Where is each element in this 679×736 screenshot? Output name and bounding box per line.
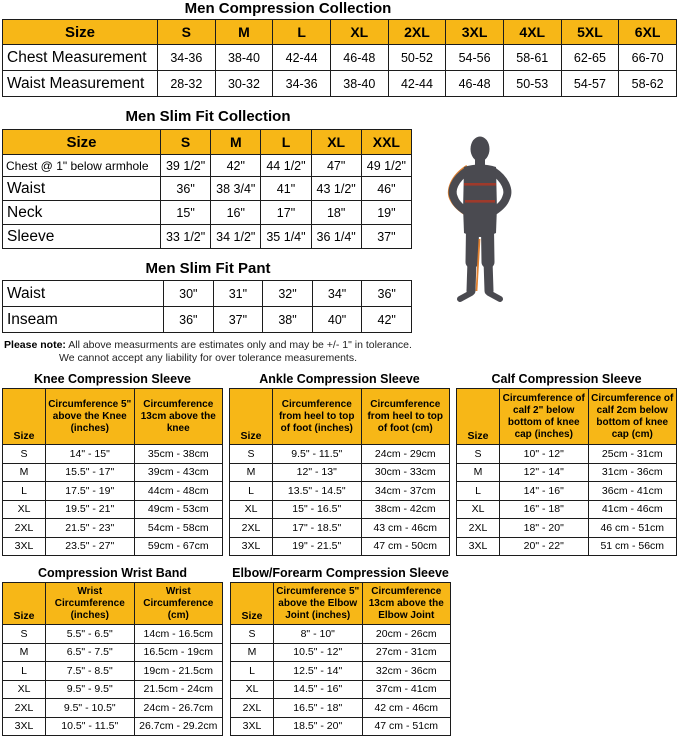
table-row xyxy=(3,281,412,307)
value-cell: 42 cm - 46cm xyxy=(362,699,451,718)
header-row xyxy=(3,130,412,155)
waist-measure-line xyxy=(465,200,495,203)
value-cell: 24cm - 26.7cm xyxy=(134,699,223,718)
table-row xyxy=(3,225,412,249)
column-header: Circumference from heel to top of foot (inches) xyxy=(273,389,362,445)
table-row xyxy=(457,537,677,556)
knee-sleeve-title: Knee Compression Sleeve xyxy=(33,372,191,386)
value-cell: 38" xyxy=(263,307,313,333)
table-row xyxy=(3,45,677,71)
ankle-sleeve-section xyxy=(229,372,450,556)
value-cell: 20cm - 26cm xyxy=(362,625,451,644)
column-header: Size xyxy=(3,389,46,445)
table-row xyxy=(231,699,451,718)
column-header: Wrist Circumference (cm) xyxy=(134,583,223,625)
row-label: L xyxy=(3,482,46,501)
value-cell: 34" xyxy=(312,281,362,307)
row-label: XL xyxy=(230,500,273,519)
value-cell: 10.5" - 11.5" xyxy=(46,717,135,736)
value-cell: 19" xyxy=(361,201,411,225)
value-cell: 32" xyxy=(263,281,313,307)
value-cell: 24cm - 29cm xyxy=(361,445,450,464)
table-row xyxy=(230,500,450,519)
column-header: Circumference 13cm above the Elbow Joint xyxy=(362,583,451,625)
tolerance-note-line1 xyxy=(2,339,414,352)
row-label: S xyxy=(457,445,500,464)
calf-sleeve-section xyxy=(456,372,677,556)
table-row xyxy=(231,717,451,736)
value-cell: 13.5" - 14.5" xyxy=(273,482,362,501)
value-cell: 35 1/4" xyxy=(261,225,311,249)
row-label: L xyxy=(3,662,46,681)
value-cell: 38-40 xyxy=(330,71,388,97)
table-row xyxy=(3,625,223,644)
table-row xyxy=(3,155,412,177)
section-title-slim-fit-pant: Men Slim Fit Pant xyxy=(145,260,271,277)
table-row xyxy=(230,537,450,556)
table-row xyxy=(231,662,451,681)
table-row xyxy=(3,463,223,482)
ankle-sleeve-title: Ankle Compression Sleeve xyxy=(259,372,420,386)
value-cell: 36" xyxy=(164,307,214,333)
column-header: 5XL xyxy=(561,20,619,45)
elbow-sleeve-title: Elbow/Forearm Compression Sleeve xyxy=(232,566,449,580)
wrist-band-table xyxy=(2,582,223,736)
header-row xyxy=(231,583,451,625)
table-row xyxy=(457,500,677,519)
table-row xyxy=(3,177,412,201)
row-label: M xyxy=(231,643,274,662)
value-cell: 49 1/2" xyxy=(361,155,411,177)
column-header: Size xyxy=(230,389,273,445)
header-row xyxy=(230,389,450,445)
value-cell: 66-70 xyxy=(619,45,677,71)
value-cell: 43 1/2" xyxy=(311,177,361,201)
tolerance-note-bold: Please note: xyxy=(4,339,66,351)
men-slim-fit-pant-table xyxy=(2,280,412,333)
value-cell: 38 3/4" xyxy=(211,177,261,201)
value-cell: 47" xyxy=(311,155,361,177)
value-cell: 14" - 15" xyxy=(46,445,135,464)
table-row xyxy=(3,71,677,97)
sleeve-tables-row-2 xyxy=(2,566,677,736)
knee-sleeve-table xyxy=(2,388,223,556)
value-cell: 49cm - 53cm xyxy=(134,500,223,519)
slim-fit-column xyxy=(2,109,414,365)
value-cell: 43 cm - 46cm xyxy=(361,519,450,538)
table-row xyxy=(3,537,223,556)
column-header: Size xyxy=(3,130,161,155)
column-header: Wrist Circumference (inches) xyxy=(46,583,135,625)
value-cell: 46-48 xyxy=(446,71,504,97)
value-cell: 14cm - 16.5cm xyxy=(134,625,223,644)
tolerance-note-text: All above measurments are estimates only and may be +/- 1" in tolerance. xyxy=(65,339,412,351)
column-header: L xyxy=(273,20,331,45)
value-cell: 25cm - 31cm xyxy=(588,445,677,464)
column-header: S xyxy=(158,20,216,45)
value-cell: 50-53 xyxy=(503,71,561,97)
value-cell: 62-65 xyxy=(561,45,619,71)
row-label: M xyxy=(3,463,46,482)
value-cell: 15" - 16.5" xyxy=(273,500,362,519)
table-row xyxy=(3,680,223,699)
value-cell: 58-62 xyxy=(619,71,677,97)
value-cell: 9.5" - 11.5" xyxy=(273,445,362,464)
knee-sleeve-section xyxy=(2,372,223,556)
row-label: 2XL xyxy=(3,519,46,538)
column-header: XL xyxy=(330,20,388,45)
value-cell: 36" xyxy=(161,177,211,201)
value-cell: 47 cm - 51cm xyxy=(362,717,451,736)
value-cell: 19.5" - 21" xyxy=(46,500,135,519)
value-cell: 6.5" - 7.5" xyxy=(46,643,135,662)
table-row xyxy=(231,680,451,699)
column-header: Size xyxy=(457,389,500,445)
row-label: XL xyxy=(3,680,46,699)
table-row xyxy=(3,445,223,464)
value-cell: 47 cm - 50cm xyxy=(361,537,450,556)
figure-left-foot xyxy=(460,293,471,299)
value-cell: 42" xyxy=(362,307,412,333)
value-cell: 8" - 10" xyxy=(274,625,363,644)
value-cell: 18.5" - 20" xyxy=(274,717,363,736)
value-cell: 7.5" - 8.5" xyxy=(46,662,135,681)
row-label: Waist xyxy=(3,177,161,201)
value-cell: 18" xyxy=(311,201,361,225)
figure-right-foot xyxy=(489,293,500,299)
row-label: 3XL xyxy=(3,717,46,736)
row-label: Waist xyxy=(3,281,164,307)
elbow-sleeve-table xyxy=(230,582,451,736)
value-cell: 19" - 21.5" xyxy=(273,537,362,556)
column-header: 2XL xyxy=(388,20,446,45)
value-cell: 42-44 xyxy=(273,45,331,71)
value-cell: 36cm - 41cm xyxy=(588,482,677,501)
table-row xyxy=(3,307,412,333)
value-cell: 54-57 xyxy=(561,71,619,97)
value-cell: 23.5" - 27" xyxy=(46,537,135,556)
row-label: 2XL xyxy=(231,699,274,718)
value-cell: 42" xyxy=(211,155,261,177)
tolerance-note-line2: We cannot accept any liability for over tolerance measurements. xyxy=(58,352,358,364)
value-cell: 9.5" - 9.5" xyxy=(46,680,135,699)
value-cell: 16" - 18" xyxy=(500,500,589,519)
row-label: L xyxy=(230,482,273,501)
value-cell: 20" - 22" xyxy=(500,537,589,556)
column-header: XXL xyxy=(361,130,411,155)
table-row xyxy=(457,463,677,482)
value-cell: 26.7cm - 29.2cm xyxy=(134,717,223,736)
value-cell: 17.5" - 19" xyxy=(46,482,135,501)
row-label: 2XL xyxy=(3,699,46,718)
value-cell: 37" xyxy=(213,307,263,333)
table-row xyxy=(3,482,223,501)
table-row xyxy=(3,662,223,681)
row-label: M xyxy=(230,463,273,482)
value-cell: 50-52 xyxy=(388,45,446,71)
row-label: XL xyxy=(457,500,500,519)
value-cell: 16" xyxy=(211,201,261,225)
value-cell: 38-40 xyxy=(215,45,273,71)
value-cell: 14.5" - 16" xyxy=(274,680,363,699)
value-cell: 36" xyxy=(362,281,412,307)
calf-sleeve-table xyxy=(456,388,677,556)
table-row xyxy=(230,463,450,482)
value-cell: 41cm - 46cm xyxy=(588,500,677,519)
row-label: S xyxy=(230,445,273,464)
table-row xyxy=(3,717,223,736)
column-header: XL xyxy=(311,130,361,155)
row-label: Sleeve xyxy=(3,225,161,249)
men-compression-collection-table xyxy=(2,19,677,97)
row-label: M xyxy=(3,643,46,662)
column-header: 3XL xyxy=(446,20,504,45)
column-header: Circumference of calf 2" below bottom of knee cap (inches) xyxy=(500,389,589,445)
value-cell: 32cm - 36cm xyxy=(362,662,451,681)
table-row xyxy=(457,519,677,538)
column-header: Circumference 5" above the Elbow Joint (inches) xyxy=(274,583,363,625)
value-cell: 33 1/2" xyxy=(161,225,211,249)
value-cell: 41" xyxy=(261,177,311,201)
value-cell: 21.5" - 23" xyxy=(46,519,135,538)
sleeve-tables-row-1 xyxy=(2,372,677,556)
value-cell: 30cm - 33cm xyxy=(361,463,450,482)
value-cell: 17" - 18.5" xyxy=(273,519,362,538)
value-cell: 10.5" - 12" xyxy=(274,643,363,662)
row-label: M xyxy=(457,463,500,482)
row-label: L xyxy=(457,482,500,501)
header-row xyxy=(3,583,223,625)
value-cell: 17" xyxy=(261,201,311,225)
value-cell: 42-44 xyxy=(388,71,446,97)
header-row xyxy=(457,389,677,445)
figure-left-calf xyxy=(471,260,472,291)
wrist-band-title: Compression Wrist Band xyxy=(37,566,188,580)
value-cell: 39 1/2" xyxy=(161,155,211,177)
value-cell: 31cm - 36cm xyxy=(588,463,677,482)
value-cell: 54-56 xyxy=(446,45,504,71)
value-cell: 31" xyxy=(213,281,263,307)
table-row xyxy=(457,445,677,464)
value-cell: 39cm - 43cm xyxy=(134,463,223,482)
male-silhouette-figure xyxy=(444,134,516,306)
value-cell: 10" - 12" xyxy=(500,445,589,464)
value-cell: 38cm - 42cm xyxy=(361,500,450,519)
value-cell: 46-48 xyxy=(330,45,388,71)
value-cell: 16.5" - 18" xyxy=(274,699,363,718)
value-cell: 34-36 xyxy=(273,71,331,97)
value-cell: 30-32 xyxy=(215,71,273,97)
column-header: Size xyxy=(3,20,158,45)
value-cell: 59cm - 67cm xyxy=(134,537,223,556)
table-row xyxy=(3,519,223,538)
column-header: 6XL xyxy=(619,20,677,45)
value-cell: 30" xyxy=(164,281,214,307)
table-row xyxy=(231,643,451,662)
value-cell: 28-32 xyxy=(158,71,216,97)
table-row xyxy=(3,500,223,519)
value-cell: 58-61 xyxy=(503,45,561,71)
value-cell: 19cm - 21.5cm xyxy=(134,662,223,681)
value-cell: 40" xyxy=(312,307,362,333)
row-label: Chest Measurement xyxy=(3,45,158,71)
table-row xyxy=(230,445,450,464)
value-cell: 12" - 14" xyxy=(500,463,589,482)
column-header: 4XL xyxy=(503,20,561,45)
table-row xyxy=(230,519,450,538)
row-label: 3XL xyxy=(230,537,273,556)
row-label: 3XL xyxy=(457,537,500,556)
row-label: 2XL xyxy=(457,519,500,538)
value-cell: 15.5" - 17" xyxy=(46,463,135,482)
table-row xyxy=(230,482,450,501)
section-title-compression-collection: Men Compression Collection xyxy=(184,0,392,17)
column-header: Circumference 5" above the Knee (inches) xyxy=(46,389,135,445)
column-header: S xyxy=(161,130,211,155)
column-header: Size xyxy=(231,583,274,625)
table-row xyxy=(231,625,451,644)
value-cell: 46 cm - 51cm xyxy=(588,519,677,538)
row-label: 2XL xyxy=(230,519,273,538)
value-cell: 12" - 13" xyxy=(273,463,362,482)
elbow-sleeve-section xyxy=(230,566,451,736)
column-header: Size xyxy=(3,583,46,625)
header-row xyxy=(3,389,223,445)
value-cell: 12.5" - 14" xyxy=(274,662,363,681)
value-cell: 14" - 16" xyxy=(500,482,589,501)
value-cell: 21.5cm - 24cm xyxy=(134,680,223,699)
row-label: 3XL xyxy=(3,537,46,556)
value-cell: 35cm - 38cm xyxy=(134,445,223,464)
table-row xyxy=(3,643,223,662)
value-cell: 34 1/2" xyxy=(211,225,261,249)
chest-measure-line xyxy=(464,183,496,186)
table-row xyxy=(3,201,412,225)
value-cell: 36 1/4" xyxy=(311,225,361,249)
value-cell: 9.5" - 10.5" xyxy=(46,699,135,718)
column-header: Circumference from heel to top of foot (cm) xyxy=(361,389,450,445)
value-cell: 44 1/2" xyxy=(261,155,311,177)
column-header: L xyxy=(261,130,311,155)
ankle-sleeve-table xyxy=(229,388,450,556)
value-cell: 37" xyxy=(361,225,411,249)
column-header: M xyxy=(215,20,273,45)
row-label: 3XL xyxy=(231,717,274,736)
value-cell: 54cm - 58cm xyxy=(134,519,223,538)
value-cell: 34-36 xyxy=(158,45,216,71)
tolerance-note xyxy=(2,339,414,365)
column-header: Circumference of calf 2cm below bottom of knee cap (cm) xyxy=(588,389,677,445)
value-cell: 51 cm - 56cm xyxy=(588,537,677,556)
value-cell: 18" - 20" xyxy=(500,519,589,538)
row-label: L xyxy=(231,662,274,681)
row-label: S xyxy=(3,625,46,644)
value-cell: 37cm - 41cm xyxy=(362,680,451,699)
row-label: XL xyxy=(231,680,274,699)
header-row xyxy=(3,20,677,45)
value-cell: 27cm - 31cm xyxy=(362,643,451,662)
table-row xyxy=(457,482,677,501)
figure-right-calf xyxy=(488,260,489,291)
men-slim-fit-collection-table xyxy=(2,129,412,249)
row-label: S xyxy=(3,445,46,464)
row-label: Waist Measurement xyxy=(3,71,158,97)
value-cell: 46" xyxy=(361,177,411,201)
calf-sleeve-title: Calf Compression Sleeve xyxy=(491,372,642,386)
value-cell: 15" xyxy=(161,201,211,225)
value-cell: 16.5cm - 19cm xyxy=(134,643,223,662)
column-header: Circumference 13cm above the knee xyxy=(134,389,223,445)
row-label: S xyxy=(231,625,274,644)
row-label: XL xyxy=(3,500,46,519)
row-label: Chest @ 1" below armhole xyxy=(3,155,161,177)
value-cell: 44cm - 48cm xyxy=(134,482,223,501)
table-row xyxy=(3,699,223,718)
section-title-slim-fit-collection: Men Slim Fit Collection xyxy=(125,108,291,125)
column-header: M xyxy=(211,130,261,155)
wrist-band-section xyxy=(2,566,223,736)
row-label: Inseam xyxy=(3,307,164,333)
value-cell: 5.5" - 6.5" xyxy=(46,625,135,644)
row-label: Neck xyxy=(3,201,161,225)
value-cell: 34cm - 37cm xyxy=(361,482,450,501)
